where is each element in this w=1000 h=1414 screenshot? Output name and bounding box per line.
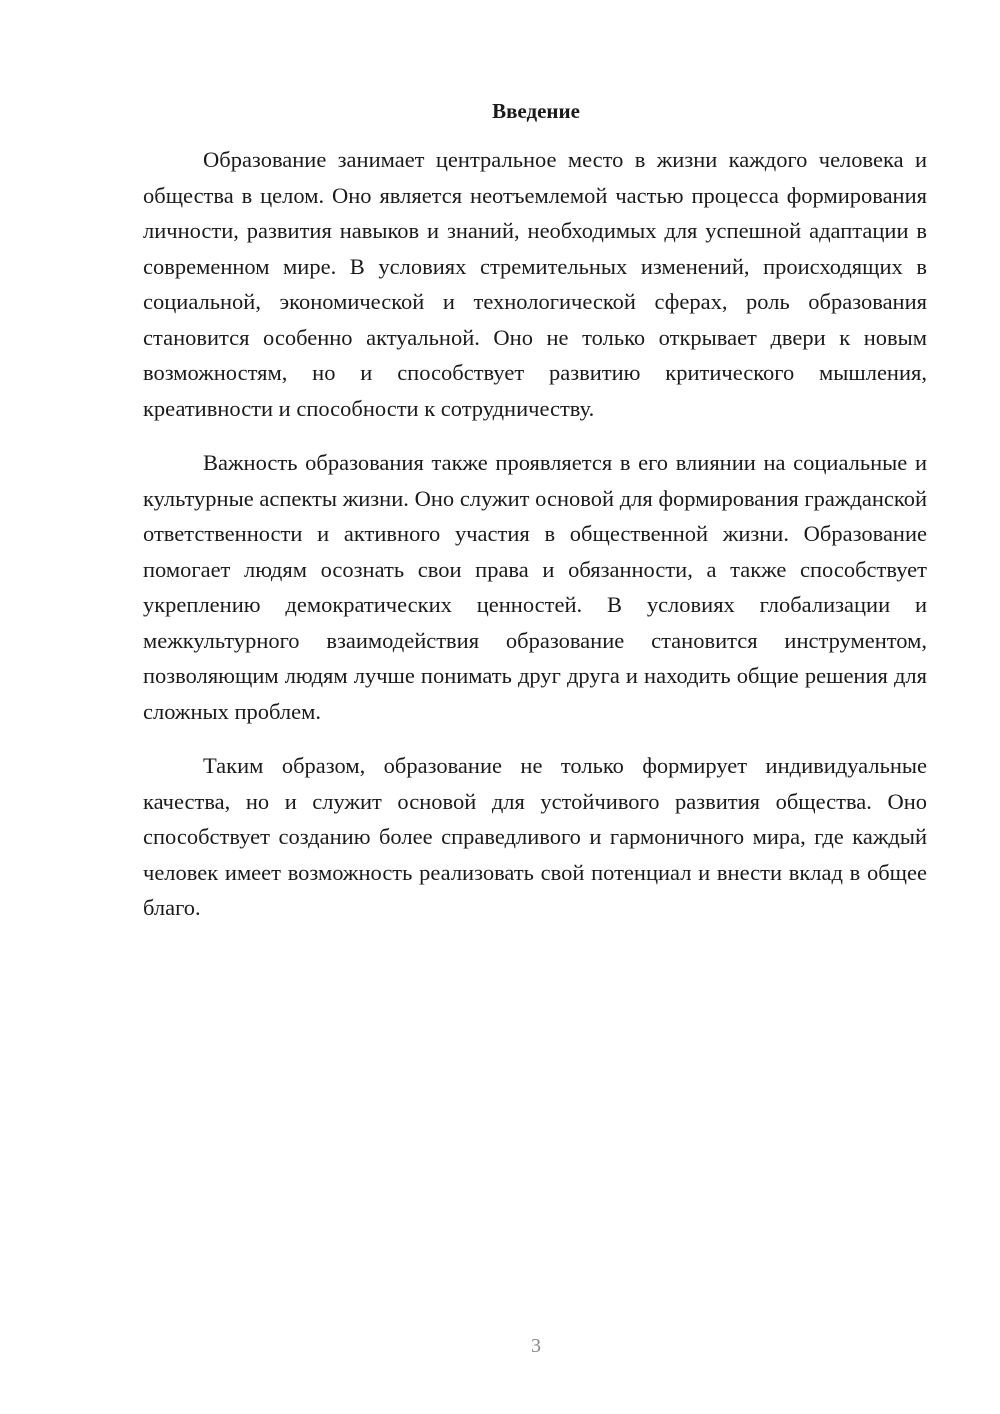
paragraph-2: Важность образования также проявляется в его влиянии на социальные и культурные аспекты жизни. Оно служит основой для формирования гражданской ответственности и активного участия в общественной жизни. Образование помогает людям осознать свои права и обязанности, а также способствует укреплению демократических ценностей. В условиях глобализации и межкультурного взаимодействия образование становится инструментом, позволяющим людям лучше понимать друг друга и находить общие решения для сложных проблем. (143, 450, 927, 724)
paragraph-3: Таким образом, образование не только формирует индивидуальные качества, но и служит основой для устойчивого развития общества. Оно способствует созданию более справедливого и гармоничного мира, где каждый человек имеет возможность реализовать свой потенциал и внести вклад в общее благо. (143, 753, 927, 920)
section-heading: Введение (492, 99, 580, 123)
paragraph-1: Образование занимает центральное место в жизни каждого человека и общества в целом. Оно является неотъемлемой частью процесса формирования личности, развития навыков и знаний, необходимых для успешной адаптации в современном мире. В условиях стремительных изменений, происходящих в социальной, экономической и технологической сферах, роль образования становится особенно актуальной. Оно не только открывает двери к новым возможностям, но и способствует развитию критического мышления, креативности и способности к сотрудничеству. (143, 147, 927, 421)
page-number: 3 (531, 1335, 541, 1357)
document-body (143, 142, 927, 926)
